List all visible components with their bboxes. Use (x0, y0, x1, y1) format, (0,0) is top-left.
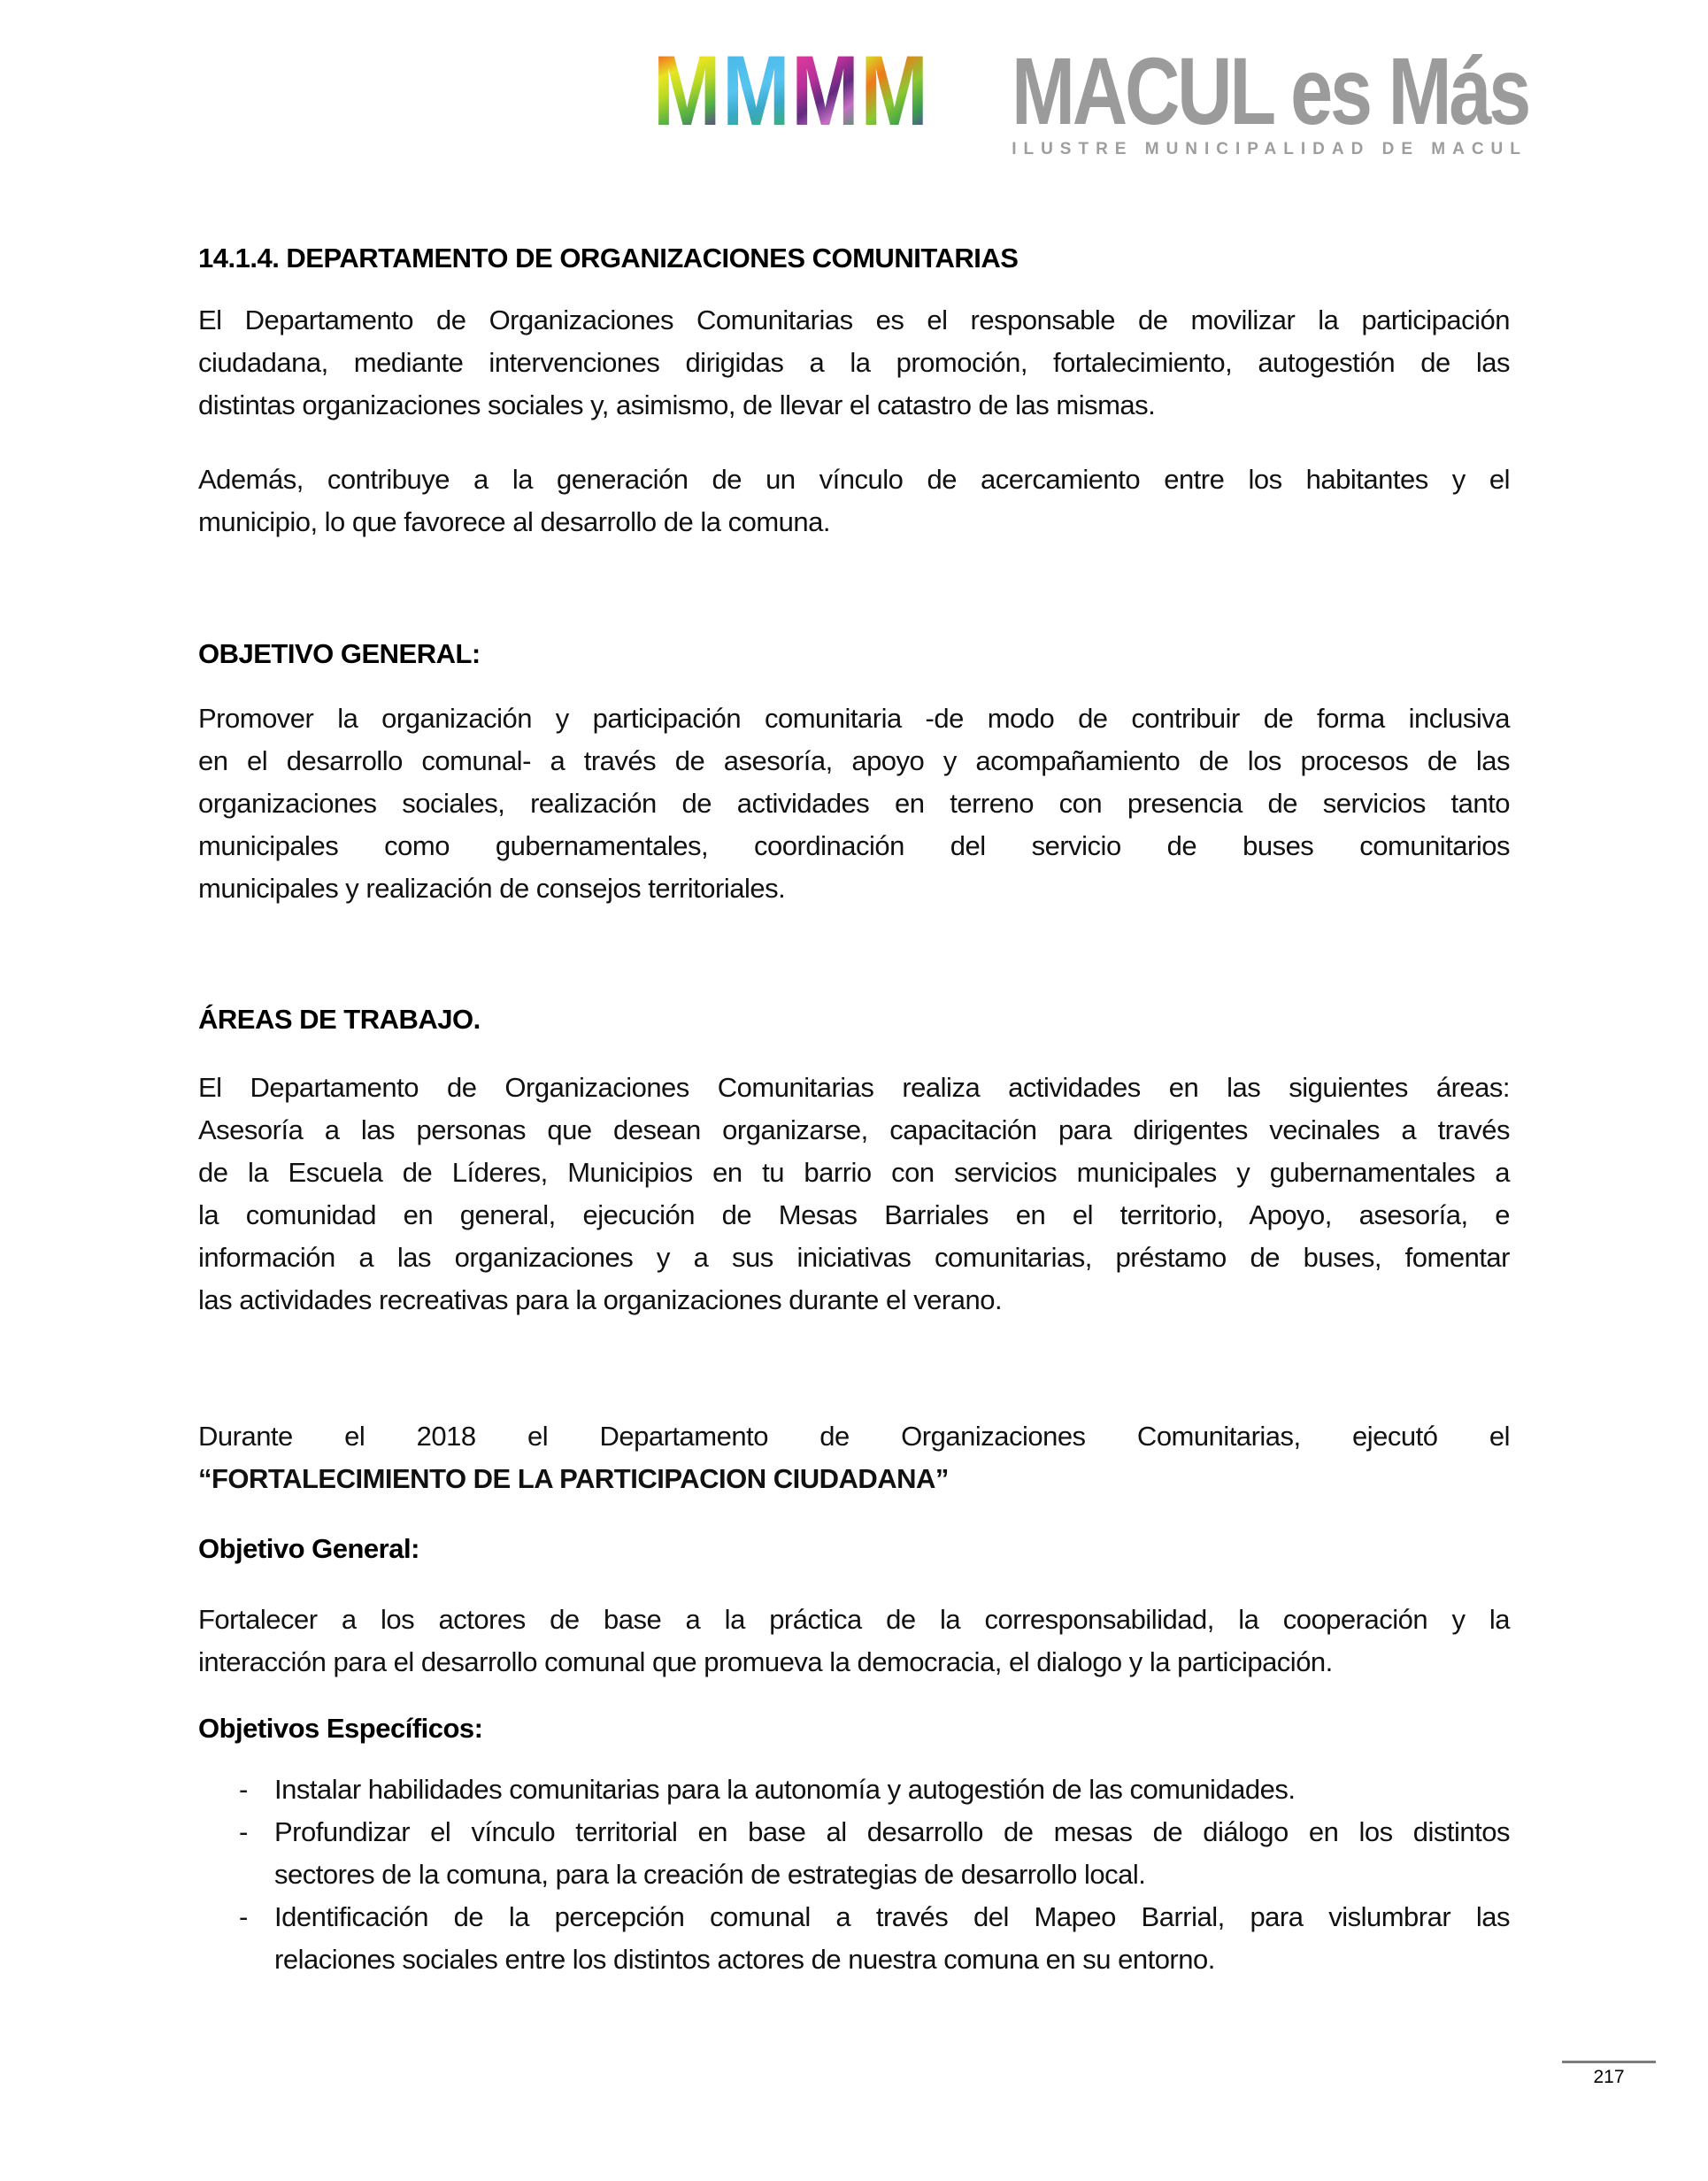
objetivos-list (198, 1769, 1510, 1981)
text-line: Fortalecer a los actores de base a la práctica de la corresponsabilidad, la cooperación y la (198, 1604, 1510, 1635)
text-line: interacción para el desarrollo comunal que promueva la democracia, el dialogo y la participación. (198, 1646, 1333, 1677)
text-line: Profundizar el vínculo territorial en base al desarrollo de mesas de diálogo en los distintos (274, 1816, 1510, 1847)
heading-obj-general: Objetivo General: (198, 1533, 419, 1564)
text-line: distintas organizaciones sociales y, asimismo, de llevar el catastro de las mismas. (198, 389, 1156, 420)
text-line: en el desarrollo comunal- a través de asesoría, apoyo y acompañamiento de los procesos de las (198, 745, 1510, 776)
bullet-dash-icon: - (239, 1901, 248, 1932)
list-item (198, 1811, 1510, 1896)
text-line: Asesoría a las personas que desean organizarse, capacitación para dirigentes vecinales a través (198, 1114, 1510, 1145)
programa-nombre: “FORTALECIMIENTO DE LA PARTICIPACION CIUDADANA” (198, 1463, 949, 1494)
text-line: la comunidad en general, ejecución de Mesas Barriales en el territorio, Apoyo, asesoría, e (198, 1199, 1510, 1230)
list-item-text (274, 1811, 1510, 1896)
logo-m2-icon: M (722, 35, 792, 146)
paragraph-areas (198, 1067, 1510, 1322)
list-item (198, 1896, 1510, 1981)
text-line: Además, contribuye a la generación de un vínculo de acercamiento entre los habitantes y el (198, 464, 1510, 495)
logo-m4-icon: M (860, 35, 930, 146)
text-line: El Departamento de Organizaciones Comunitarias realiza actividades en las siguientes áreas: (198, 1072, 1510, 1103)
bullet-dash-icon: - (239, 1816, 248, 1847)
text-line: Durante el 2018 el Departamento de Organizaciones Comunitarias, ejecutó el (198, 1421, 1510, 1452)
text-line: El Departamento de Organizaciones Comunitarias es el responsable de movilizar la participación (198, 304, 1510, 335)
heading-obj-especificos: Objetivos Específicos: (198, 1713, 483, 1744)
logo-m3-icon: M (791, 35, 861, 146)
text-line: información a las organizaciones y a sus iniciativas comunitarias, préstamo de buses, fomentar (198, 1242, 1510, 1273)
macul-logo (653, 35, 1658, 159)
page-number: 217 (1593, 2067, 1625, 2087)
logo-mmmm-mark (653, 35, 930, 146)
text-line: ciudadana, mediante intervenciones dirigidas a la promoción, fortalecimiento, autogestión de las (198, 347, 1510, 378)
heading-areas-de-trabajo: ÁREAS DE TRABAJO. (198, 1004, 481, 1035)
paragraph-objetivo-general (198, 697, 1510, 910)
heading-objetivo-general: OBJETIVO GENERAL: (198, 638, 481, 669)
text-line: Identificación de la percepción comunal a través del Mapeo Barrial, para vislumbrar las (274, 1901, 1510, 1932)
paragraph-obj-general (198, 1599, 1510, 1684)
list-item-text (274, 1769, 1510, 1811)
text-line: municipales como gubernamentales, coordinación del servicio de buses comunitarios (198, 830, 1510, 861)
text-line: Promover la organización y participación comunitaria -de modo de contribuir de forma inclusiva (198, 703, 1510, 734)
text-line: de la Escuela de Líderes, Municipios en tu barrio con servicios municipales y gubernamentales a (198, 1157, 1510, 1188)
list-item (198, 1769, 1510, 1811)
logo-m1-icon: M (653, 35, 723, 146)
paragraph-programa-2018 (198, 1415, 1510, 1500)
text-line: relaciones sociales entre los distintos actores de nuestra comuna en su entorno. (274, 1944, 1215, 1975)
text-line: organizaciones sociales, realización de actividades en terreno con presencia de servicios tanto (198, 788, 1510, 819)
document-body (198, 237, 1510, 1981)
text-line: sectores de la comuna, para la creación de estrategias de desarrollo local. (274, 1859, 1146, 1890)
logo-subtitle: ILUSTRE MUNICIPALIDAD DE MACUL (1012, 140, 1527, 158)
paragraph-intro (198, 299, 1510, 427)
page-footer (1562, 2061, 1656, 2088)
logo-title: MACUL es Más (1012, 37, 1529, 144)
text-line: las actividades recreativas para la organizaciones durante el verano. (198, 1284, 1003, 1315)
text-line: municipales y realización de consejos territoriales. (198, 873, 786, 904)
section-heading: 14.1.4. DEPARTAMENTO DE ORGANIZACIONES COMUNITARIAS (198, 243, 1019, 274)
text-line: municipio, lo que favorece al desarrollo de la comuna. (198, 506, 830, 537)
text-line: Instalar habilidades comunitarias para la autonomía y autogestión de las comunidades. (274, 1774, 1296, 1805)
paragraph-vinculo (198, 459, 1510, 543)
bullet-dash-icon: - (239, 1774, 248, 1805)
logo-wordmark (1012, 37, 1658, 159)
list-item-text (274, 1896, 1510, 1981)
